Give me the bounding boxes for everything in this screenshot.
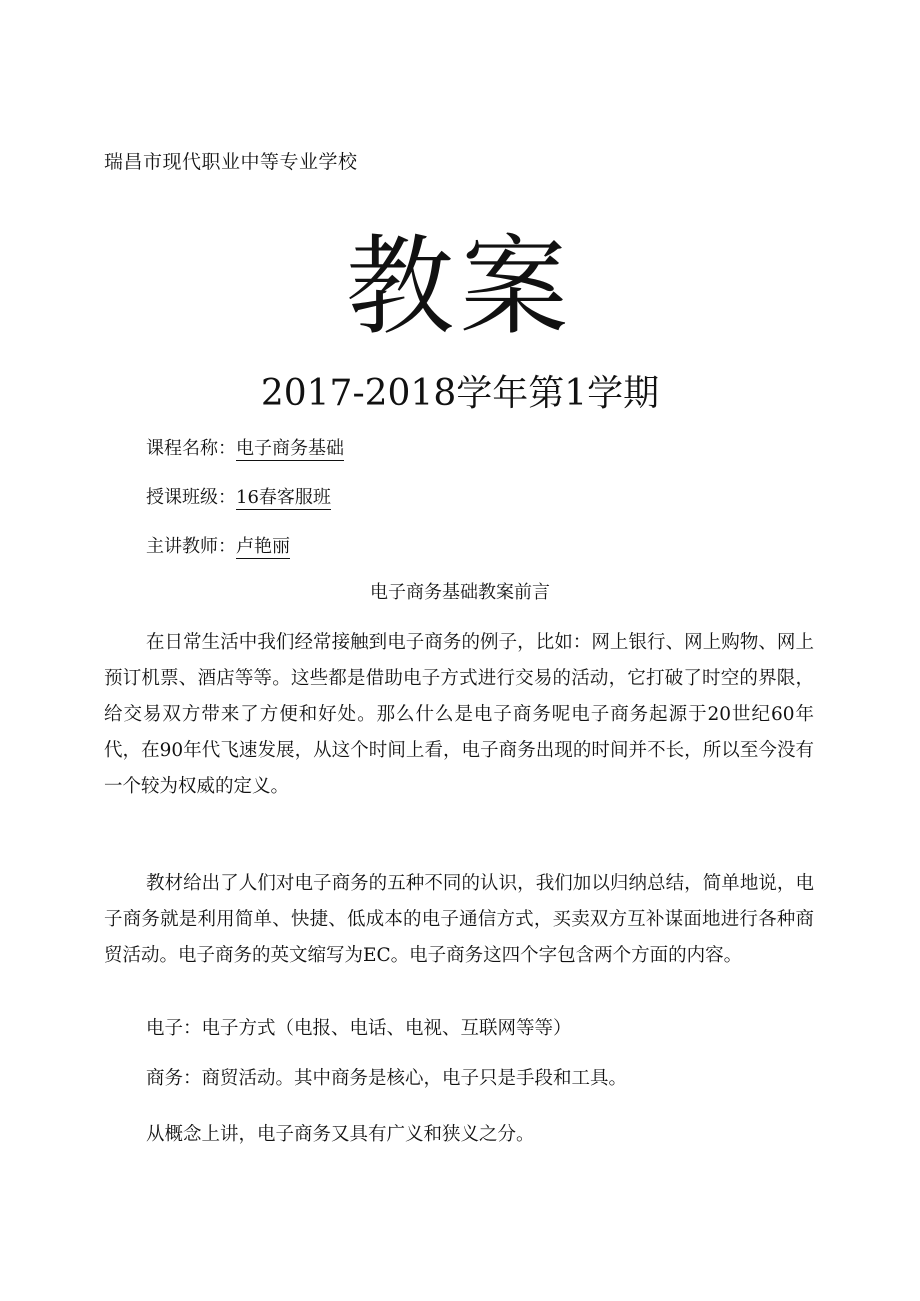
school-name: 瑞昌市现代职业中等专业学校 (104, 151, 358, 173)
cover-title: 教案 (345, 225, 574, 350)
preface-line-concept: 从概念上讲，电子商务又具有广义和狭义之分。 (146, 1124, 535, 1145)
teacher-value: 卢艳丽 (236, 536, 290, 557)
preface-paragraph: 在日常生活中我们经常接触到电子商务的例子，比如：网上银行、网上购物、网上预订机票、酒店等等。这些都是借助电子方式进行交易的活动，它打破了时空的界限，给交易双方带来了方便和好处。那么什么是电子商务呢电子商务起源于20世纪60年代，在90年代飞速发展，从这个时间上看，电子商务出现的时间并不长，所以至今没有一个较为权威的定义。 (104, 632, 814, 797)
preface-title: 电子商务基础教案前言 (370, 582, 550, 603)
preface-paragraph: 教材给出了人们对电子商务的五种不同的认识，我们加以归纳总结，简单地说，电子商务就是利用简单、快捷、低成本的电子通信方式，买卖双方互补谋面地进行各种商贸活动。电子商务的英文缩写为EC。电子商务这四个字包含两个方面的内容。 (104, 873, 814, 966)
teacher-label: 主讲教师： (146, 536, 236, 557)
course-name-field (146, 436, 344, 462)
teacher-field (146, 534, 290, 560)
term-heading: 2017-2018学年第1学期 (260, 373, 660, 414)
class-label: 授课班级： (146, 487, 236, 508)
preface-line-electronic: 电子：电子方式（电报、电话、电视、互联网等等） (146, 1018, 572, 1039)
course-name-value: 电子商务基础 (236, 438, 344, 459)
preface-line-commerce: 商务：商贸活动。其中商务是核心，电子只是手段和工具。 (146, 1068, 628, 1089)
course-name-label: 课程名称： (146, 438, 236, 459)
class-field (146, 485, 331, 511)
class-value: 16春客服班 (236, 487, 331, 508)
